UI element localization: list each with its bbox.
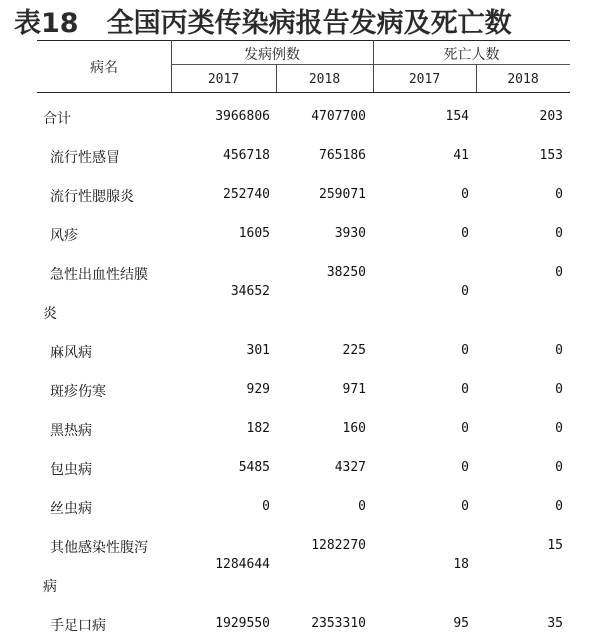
header-cases-group: 发病例数 — [244, 47, 300, 63]
header-deaths-group: 死亡人数 — [443, 47, 500, 63]
table-title-text: 全国丙类传染病报告发病及死亡数 — [106, 7, 512, 39]
cell-cases-2018: 1282270 — [311, 538, 366, 553]
row-label-echinococcosis: 包虫病 — [50, 462, 92, 478]
cell-cases-2018: 2353310 — [311, 616, 366, 631]
cell-cases-2017: 929 — [246, 382, 270, 397]
cell-deaths-2017: 0 — [461, 284, 469, 299]
cell-cases-2018: 4707700 — [311, 109, 366, 124]
row-label-other-diarrhea-cont: 病 — [43, 579, 57, 595]
cell-deaths-2018: 15 — [547, 538, 563, 553]
cell-deaths-2017: 0 — [461, 226, 469, 241]
cell-deaths-2017: 95 — [453, 616, 469, 631]
header-cases-2017: 2017 — [207, 72, 240, 87]
row-label-typhus: 斑疹伤寒 — [50, 384, 106, 400]
cell-deaths-2018: 0 — [555, 460, 563, 475]
cell-cases-2018: 971 — [342, 382, 366, 397]
cell-cases-2017: 0 — [262, 499, 270, 514]
row-label-hfmd: 手足口病 — [50, 618, 106, 634]
cell-cases-2018: 38250 — [326, 265, 366, 280]
row-label-kala-azar: 黑热病 — [50, 423, 92, 439]
header-name: 病名 — [90, 60, 118, 76]
cell-cases-2018: 3930 — [334, 226, 366, 241]
cell-deaths-2017: 0 — [461, 187, 469, 202]
table-number: 表18 — [14, 7, 79, 39]
cell-deaths-2017: 0 — [461, 460, 469, 475]
cell-cases-2017: 3966806 — [215, 109, 270, 124]
cell-cases-2018: 4327 — [334, 460, 366, 475]
header-top-rule — [37, 40, 570, 41]
cell-deaths-2018: 35 — [547, 616, 563, 631]
cell-cases-2017: 182 — [246, 421, 270, 436]
cell-cases-2018: 0 — [358, 499, 366, 514]
cell-deaths-2017: 154 — [445, 109, 469, 124]
row-label-other-diarrhea: 其他感染性腹泻 — [50, 540, 148, 556]
cell-deaths-2018: 0 — [555, 187, 563, 202]
table-title — [14, 2, 512, 38]
cell-deaths-2017: 18 — [453, 557, 469, 572]
cell-cases-2017: 1929550 — [215, 616, 270, 631]
cell-deaths-2018: 0 — [555, 265, 563, 280]
cell-cases-2017: 34652 — [230, 284, 270, 299]
cell-cases-2017: 5485 — [238, 460, 270, 475]
header-bottom-rule — [37, 92, 570, 93]
header-middle-rule — [171, 64, 570, 65]
cell-cases-2017: 456718 — [223, 148, 270, 163]
cell-cases-2018: 259071 — [319, 187, 366, 202]
row-label-conjunctivitis-cont: 炎 — [43, 306, 57, 322]
cell-deaths-2018: 0 — [555, 421, 563, 436]
cell-cases-2017: 1284644 — [215, 557, 270, 572]
cell-deaths-2017: 0 — [461, 499, 469, 514]
header-deaths-2018: 2018 — [507, 72, 539, 87]
cell-deaths-2017: 0 — [461, 382, 469, 397]
cell-deaths-2018: 203 — [539, 109, 563, 124]
header-cases-2018: 2018 — [308, 72, 341, 87]
row-label-mumps: 流行性腮腺炎 — [50, 189, 134, 205]
cell-cases-2018: 225 — [342, 343, 366, 358]
row-label-influenza: 流行性感冒 — [50, 150, 120, 166]
row-label-conjunctivitis: 急性出血性结膜 — [50, 267, 148, 283]
row-label-filariasis: 丝虫病 — [50, 501, 92, 517]
cell-deaths-2017: 0 — [461, 343, 469, 358]
cell-deaths-2018: 0 — [555, 226, 563, 241]
cell-cases-2017: 1605 — [238, 226, 270, 241]
row-label-total: 合计 — [43, 111, 71, 127]
cell-deaths-2018: 0 — [555, 499, 563, 514]
cell-cases-2017: 301 — [246, 343, 270, 358]
cell-cases-2018: 160 — [342, 421, 366, 436]
header-deaths-2017: 2017 — [408, 72, 441, 87]
cell-cases-2018: 765186 — [319, 148, 366, 163]
cell-deaths-2018: 0 — [555, 343, 563, 358]
row-label-rubella: 风疹 — [50, 228, 78, 244]
cell-deaths-2018: 0 — [555, 382, 563, 397]
cell-deaths-2017: 0 — [461, 421, 469, 436]
row-label-leprosy: 麻风病 — [50, 345, 92, 361]
cell-deaths-2018: 153 — [539, 148, 563, 163]
cell-deaths-2017: 41 — [453, 148, 469, 163]
cell-cases-2017: 252740 — [223, 187, 270, 202]
